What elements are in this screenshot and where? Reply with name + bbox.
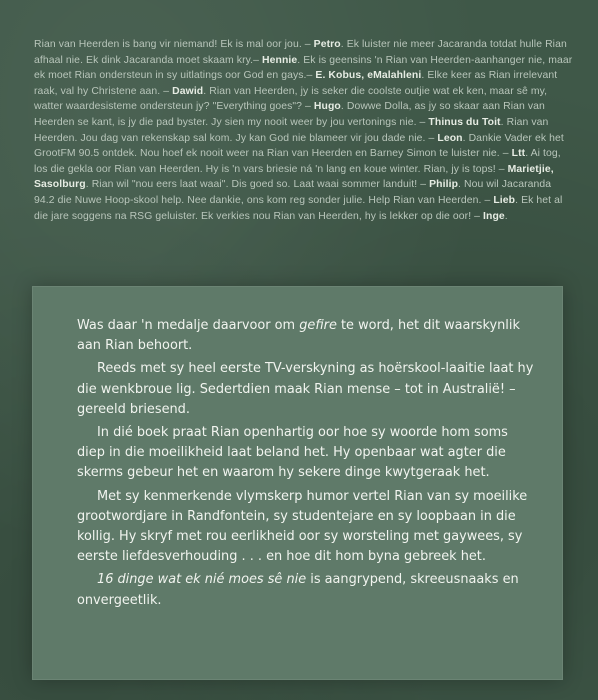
book-title-emphasis: 16 dinge wat ek nié moes sê nie	[97, 572, 307, 588]
blurb-paragraph-3: In dié boek praat Rian openhartig oor hoe sy woorde hom soms diep in die moeilikheid laat beland het. Hy openbaar wat agter die skerms gebeur het en waarom hy sekere dinge kwytgeraak het.	[77, 425, 508, 481]
quote-text: . Ek luister nie meer Jacaranda totdat hulle Rian afhaal nie. Ek dink Jacaranda moet skaam kry.–	[34, 39, 567, 66]
quote-text: . Rian van Heerden, jy is seker die coolste outjie wat ek ken, maar sê my, watter waardesisteme ondersteun jy? "Everything goes"? –	[34, 85, 548, 113]
quote-text: . Nou wil Jacaranda 94.2 die Nuwe Hoop-skool help. Nee dankie, ons kom reg sonder julie. Help Rian van Heerden. –	[34, 179, 552, 206]
quote-text: . Ek het al die jare soggens na RSG geluister. Ek verkies nou Rian van Heerden, hy is lekker op die oor! –	[34, 194, 563, 222]
blurb-text	[77, 316, 537, 611]
quote-text: Rian van Heerden is bang vir niemand! Ek is mal oor jou. –	[34, 39, 314, 50]
quote-author: Lieb	[493, 194, 516, 206]
blurb-paragraph-2: Reeds met sy heel eerste TV-verskyning as hoërskool-laaitie laat hy die wenkbroue lig. Sedertdien maak Rian mense – tot in Australië! – gereeld briesend.	[77, 361, 534, 417]
quote-text: . Rian van Heerden. Jou dag van rekenskap sal kom. Jy kan God nie blameer vir jou dade nie. –	[34, 116, 549, 144]
blurb-panel	[32, 286, 563, 680]
quote-author: Petro	[313, 39, 341, 50]
quote-text: . Dankie Vader ek het GrootFM 90.5 ontdek. Nou hoef ek nooit weer na Rian van Heerden en Barney Simon te luister nie. –	[34, 132, 564, 160]
quote-author: Marietjie, Sasolburg	[34, 163, 554, 191]
quote-author: Philip	[429, 179, 459, 191]
blurb-p1-emphasis: gefire	[299, 318, 337, 333]
blurb-p5-end: is aangrypend, skreeusnaaks en onvergeetlik.	[77, 572, 519, 608]
blurb-p1-end: te word, het dit waarskynlik aan Rian behoort.	[77, 318, 520, 354]
quote-text: . Ek is geensins 'n Rian van Heerden-aanhanger nie, maar ek moet Rian ondersteun in sy uitlatings oor God en gays.–	[34, 54, 573, 82]
quote-text: . Dowwe Dolla, as jy so skaar aan Rian van Heerden se kant, is jy die pad byster. Jy sien my nooit weer by jou vertonings nie. –	[34, 101, 545, 128]
quote-text: .	[504, 210, 508, 222]
blurb-paragraph-1	[77, 316, 537, 356]
quote-text: . Elke keer as Rian irrelevant raak, val hy Christene aan. –	[34, 70, 558, 97]
quote-author: Hennie	[262, 54, 298, 66]
blurb-p1-start: Was daar 'n medalje daarvoor om	[77, 318, 300, 333]
quote-text: . Ai tog, los die gekla oor Rian van Heerden. Hy is 'n vars briesie ná 'n lang en koue winter. Rian, jy is tops! –	[34, 148, 561, 175]
reader-quotes-block	[34, 37, 574, 224]
quote-author: Ltt	[511, 148, 526, 160]
quote-author: Thinus du Toit	[428, 116, 501, 128]
blurb-paragraph-5	[77, 570, 537, 610]
quote-author: Inge	[483, 210, 505, 222]
quote-author: Dawid	[172, 85, 204, 97]
blurb-paragraph-4: Met sy kenmerkende vlymskerp humor vertel Rian van sy moeilike grootwordjare in Randfontein, sy studentejare en sy loopbaan in die kollig. Hy skryf met rou eerlikheid oor sy worsteling met gaywees, sy eerste liefdesverhouding . . . en hoe dit hom byna gebreek het.	[77, 488, 528, 565]
quote-text: . Rian wil "nou eers laat waai". Dis goed so. Laat waai sommer landuit! –	[85, 179, 430, 191]
quote-author: Hugo	[313, 101, 341, 113]
quote-author: E. Kobus, eMalahleni	[315, 70, 422, 82]
quote-author: Leon	[437, 132, 463, 144]
